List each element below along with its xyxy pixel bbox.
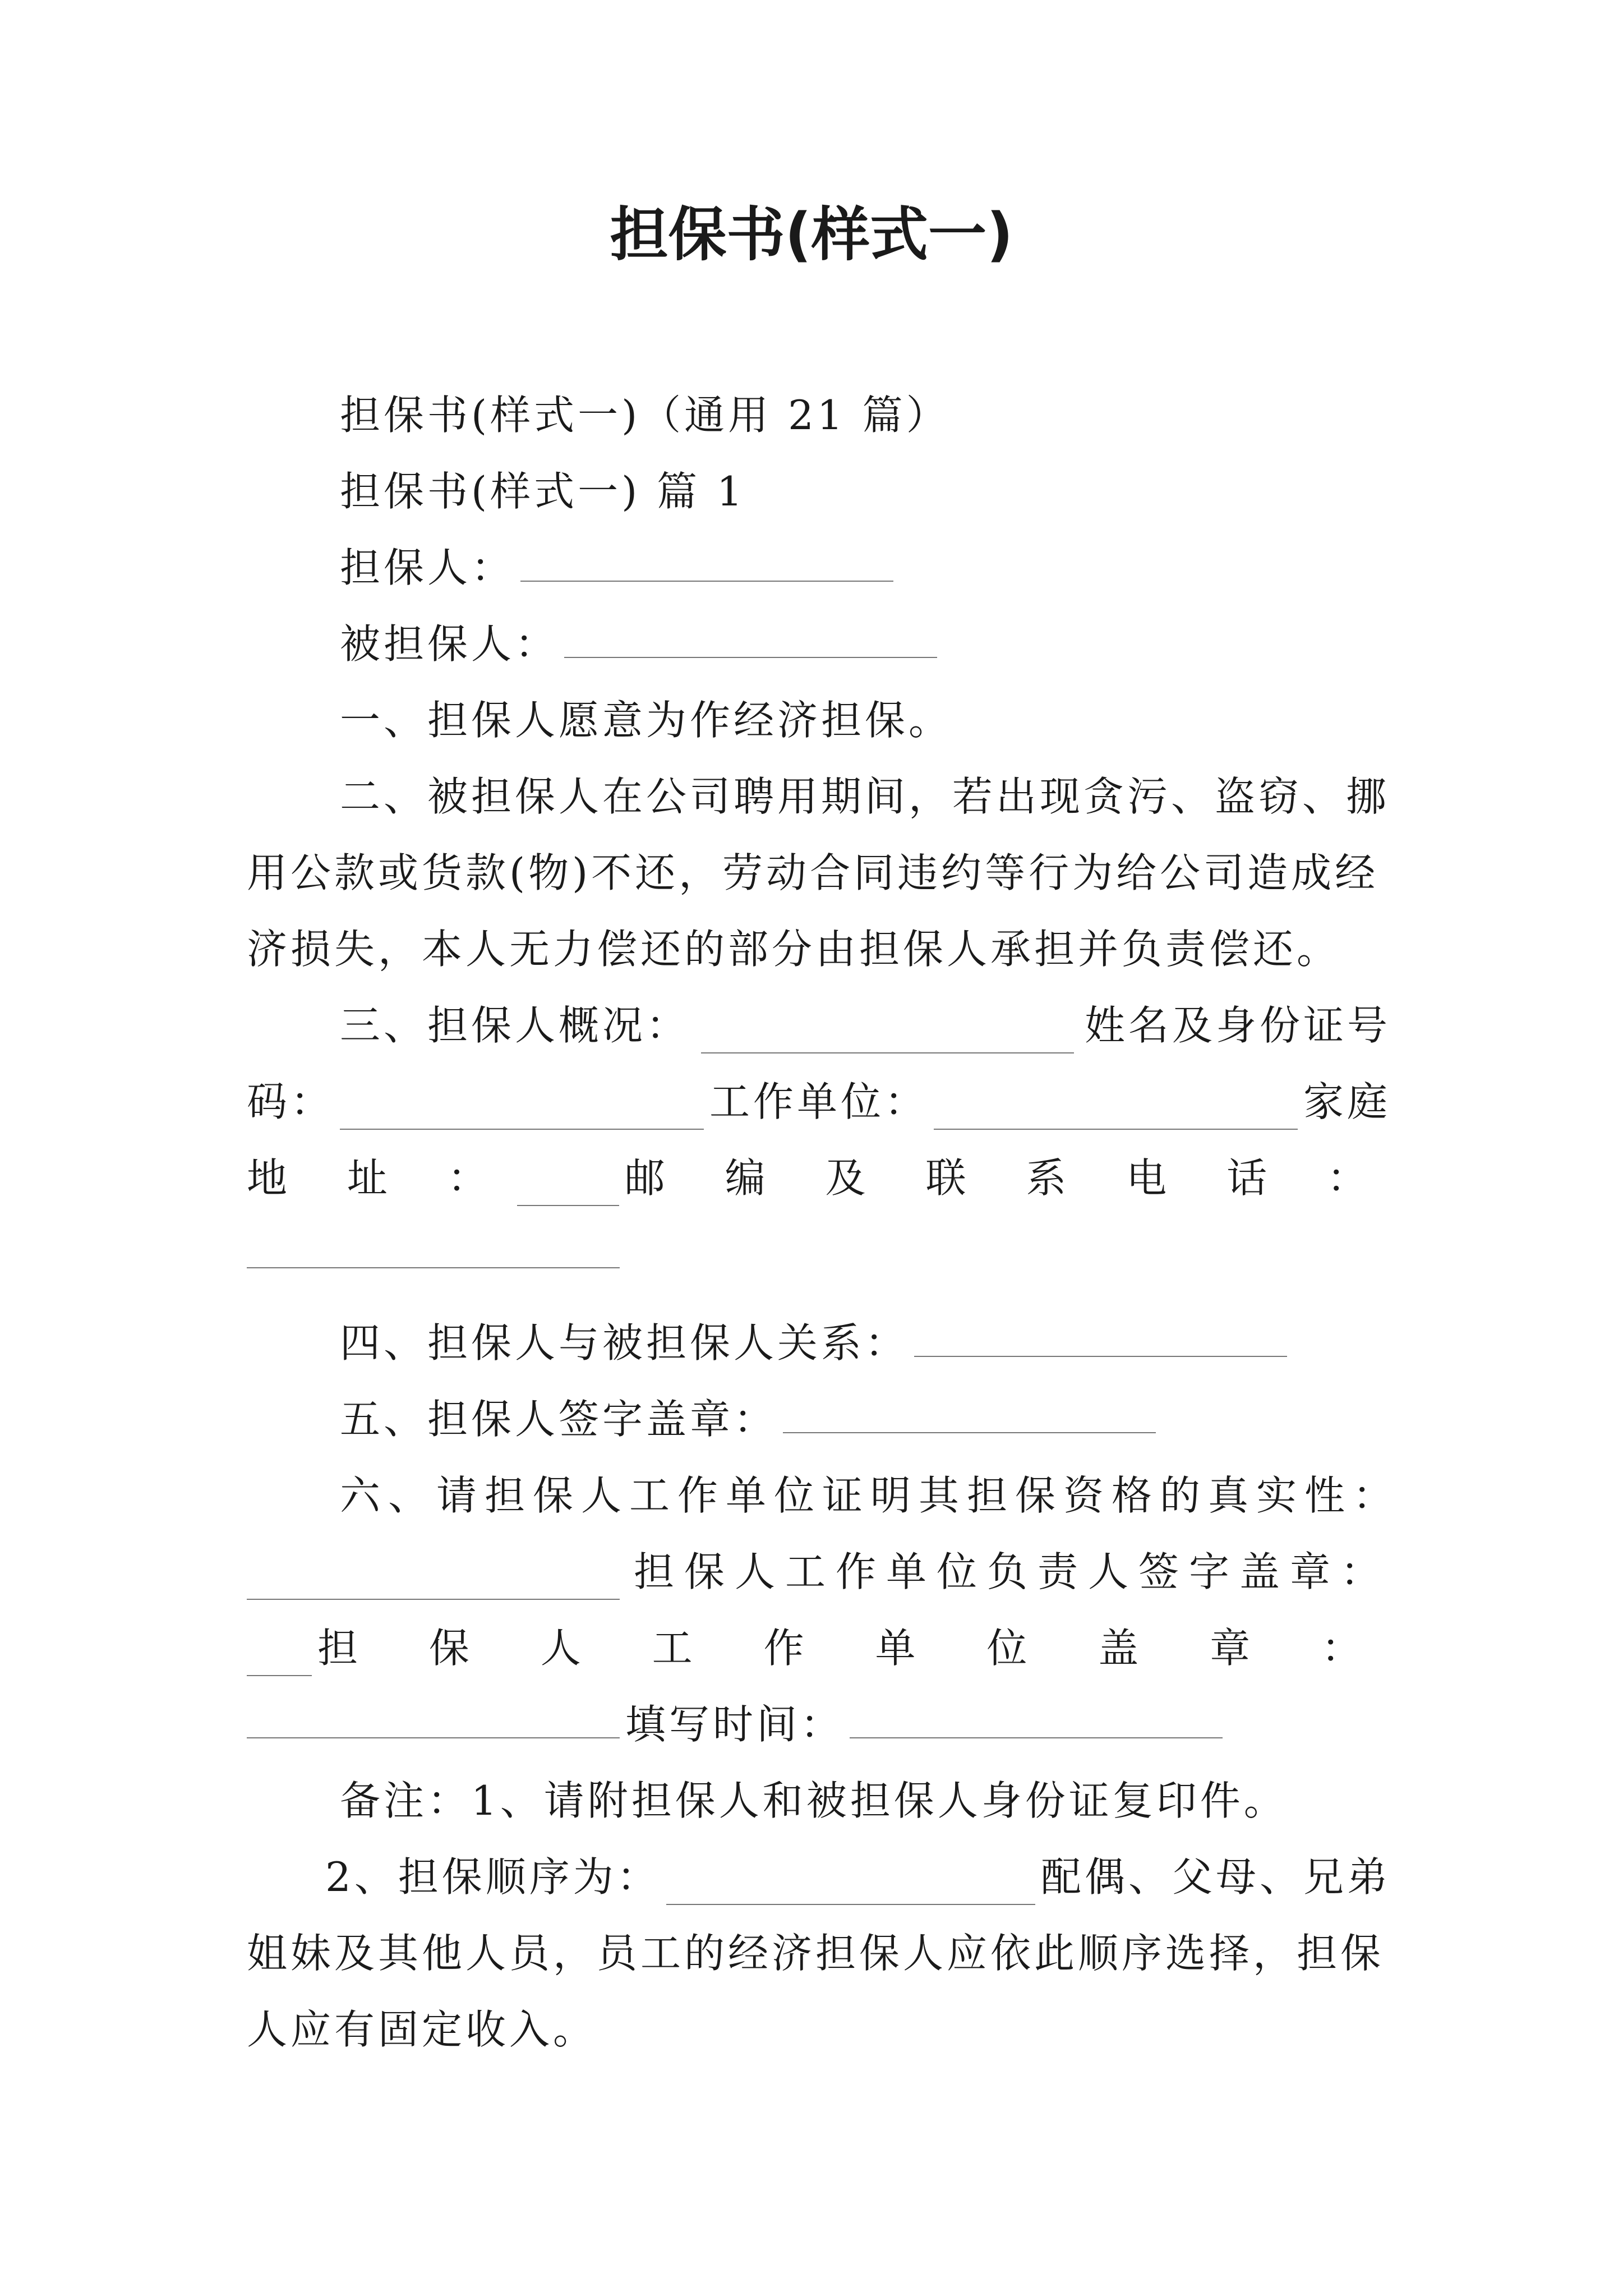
clause-6: 六、请担保人工作单位证明其担保资格的真实性： [340,1472,1401,1519]
clause-3-work-label: 工作单位： [709,1078,928,1125]
note-2-blank[interactable] [666,1870,1035,1905]
clause-3-blank-4[interactable] [517,1171,619,1206]
clause-3-blank-2[interactable] [340,1095,704,1130]
clause-6-blank-2[interactable] [247,1641,312,1676]
clause-6-line-4 [247,1696,1391,1752]
clause-3-blank-3[interactable] [934,1095,1298,1130]
clause-3-blank-5[interactable] [247,1234,620,1268]
note-1: 备注：1、请附担保人和被担保人身份证复印件。 [340,1777,1288,1824]
clause-6-sign-label: 担保人工作单位负责人签字盖章： [633,1548,1391,1595]
clause-2-line-3: 济损失，本人无力偿还的部分由担保人承担并负责偿还。 [247,926,1341,973]
guaranteed-line [247,616,1391,672]
clause-3-id-label: 姓名及身份证号 [1084,1002,1391,1049]
clause-6-seal-label: 担 保 人 工 作 单 位 盖 章 ： [317,1625,1391,1672]
note-2-line-3: 人应有固定收入。 [247,2006,597,2053]
clause-3-phone-label: 邮 编 及 联 系 电 话 ： [624,1154,1391,1202]
document-title: 担保书(样式一) [610,200,1013,269]
clause-4 [247,1315,1391,1371]
guarantor-line [247,540,1391,596]
clause-3-line-1 [247,997,1391,1053]
clause-3-code-label: 码： [247,1078,335,1125]
clause-6-date-label: 填写时间： [625,1701,845,1748]
guaranteed-blank[interactable] [564,623,937,658]
clause-3-line-4 [247,1226,1391,1282]
clause-3-line-2 [247,1074,1391,1130]
clause-6-blank-3[interactable] [247,1704,620,1738]
clause-6-line-2 [247,1544,1391,1600]
document-subtitle: 担保书(样式一)（通用 21 篇） [340,392,950,439]
clause-6-line-3 [247,1620,1391,1676]
clause-3-addr-label: 地 址 ： [247,1154,511,1202]
section-heading: 担保书(样式一) 篇 1 [340,468,746,515]
guarantor-label: 担保人： [340,544,515,591]
clause-3-prefix: 三、担保人概况： [340,1002,690,1049]
clause-3-home-label: 家庭 [1303,1078,1391,1125]
clause-4-blank[interactable] [914,1322,1287,1357]
clause-5-blank[interactable] [783,1398,1156,1433]
guaranteed-label: 被担保人： [340,620,559,668]
clause-2-line-1: 二、被担保人在公司聘用期间，若出现贪污、盗窃、挪 [340,773,1390,820]
note-2-line-1 [247,1849,1391,1905]
clause-2-line-2: 用公款或货款(物)不还，劳动合同违约等行为给公司造成经 [247,849,1379,896]
note-2-suffix: 配偶、父母、兄弟 [1040,1853,1391,1901]
clause-6-blank-4[interactable] [850,1704,1223,1738]
clause-5-label: 五、担保人签字盖章： [340,1396,778,1443]
clause-6-blank-1[interactable] [247,1565,620,1600]
clause-3-line-3 [247,1150,1391,1206]
note-2-prefix: 2、担保顺序为： [325,1853,661,1901]
clause-4-label: 四、担保人与被担保人关系： [340,1319,909,1366]
clause-5 [247,1391,1391,1447]
note-2-line-2: 姐妹及其他人员，员工的经济担保人应依此顺序选择，担保 [247,1930,1385,1977]
guarantor-blank[interactable] [520,547,893,582]
clause-1: 一、担保人愿意为作经济担保。 [340,697,953,744]
clause-3-blank-1[interactable] [701,1019,1074,1053]
